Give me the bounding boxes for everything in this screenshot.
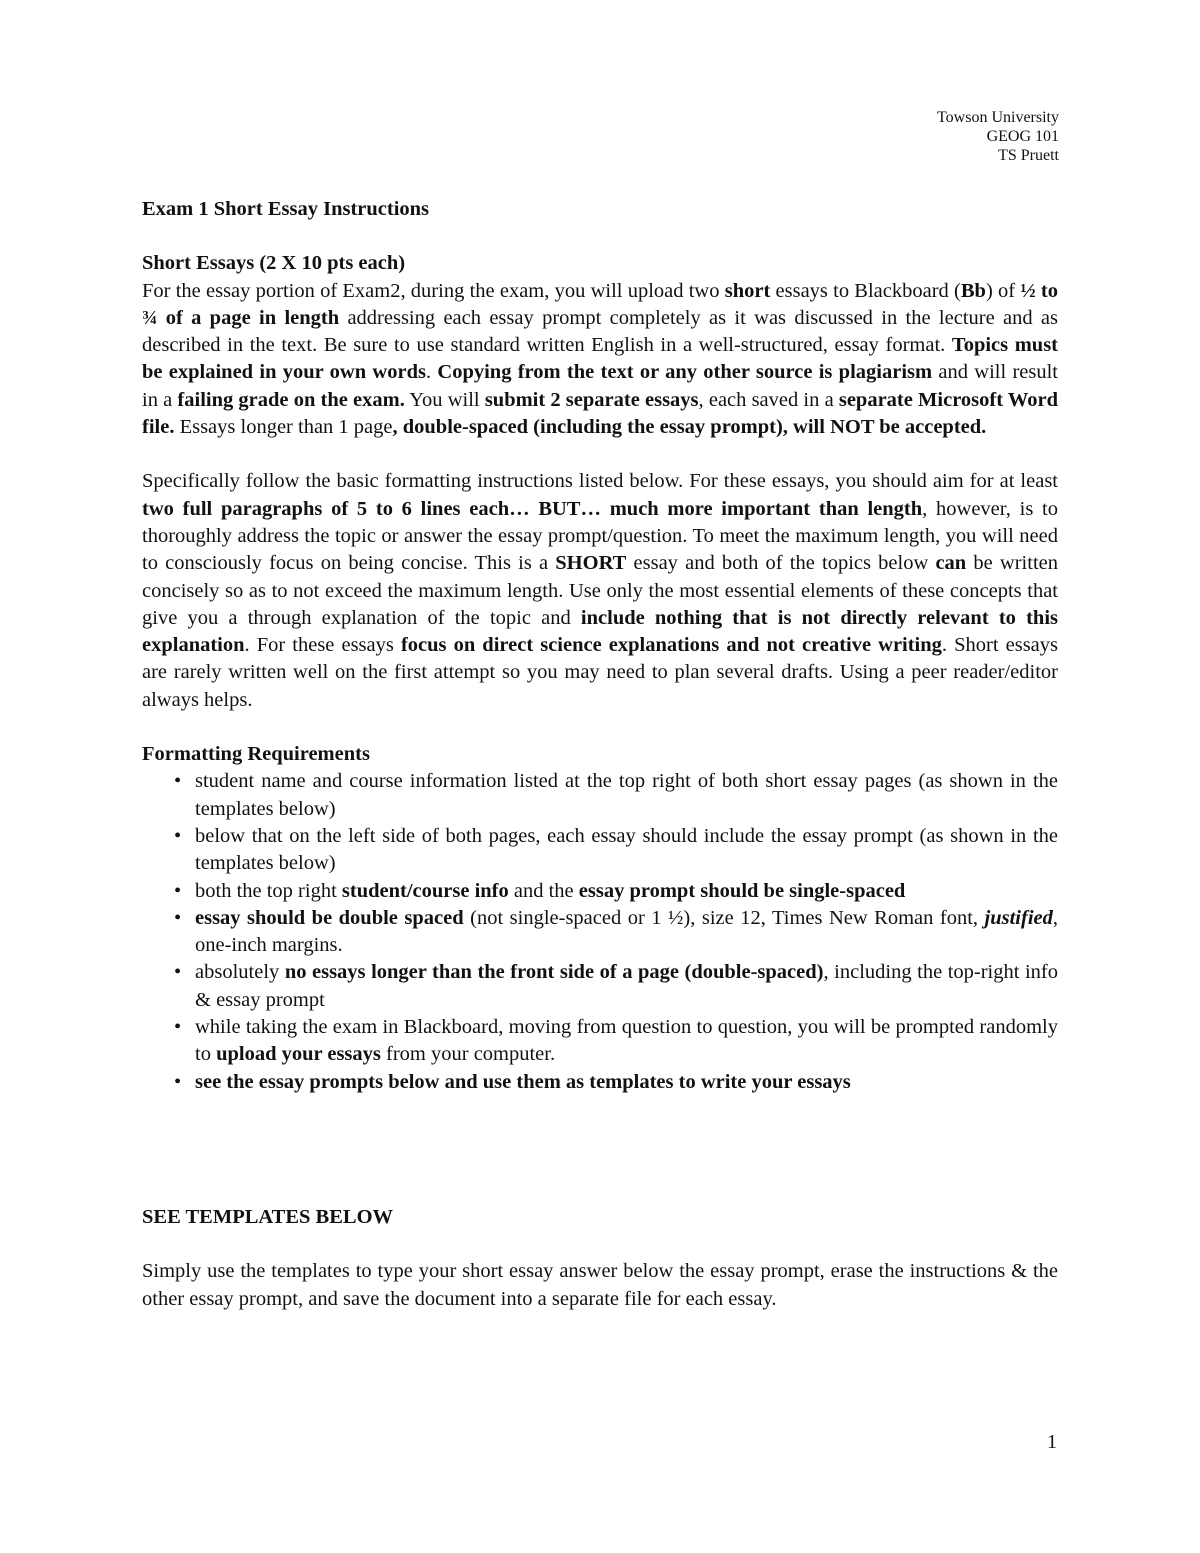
instructor-name: TS Pruett	[998, 147, 1059, 164]
text-run: be written concisely so as to not exceed the maximum length. Use only the most essential elements of these concepts that give you a through explanation of the topic and	[142, 552, 1058, 629]
text-run: failing grade on the exam.	[177, 388, 405, 411]
formatting-list-item	[142, 959, 1058, 1014]
document-body	[142, 196, 1058, 1313]
course-header	[937, 108, 1059, 165]
bullet-icon: •	[174, 1070, 182, 1093]
text-run: ½ to ¾ of a page in length	[142, 279, 1058, 329]
text-run: Bb	[960, 279, 986, 302]
text-run: For the essay portion of Exam2, during the exam, you will upload two	[142, 279, 725, 302]
formatting-list-item	[142, 878, 1058, 905]
text-run: submit 2 separate essays	[484, 388, 699, 411]
list-item-run: and the	[508, 879, 579, 902]
formatting-list-item	[142, 905, 1058, 960]
formatting-heading: Formatting Requirements	[142, 743, 370, 766]
formatting-list-item	[142, 1069, 1058, 1096]
bullet-icon: •	[174, 770, 182, 793]
university-name: Towson University	[937, 109, 1059, 126]
formatting-list	[142, 768, 1058, 1096]
list-item-run: both the top right	[195, 879, 342, 902]
page-number: 1	[1047, 1431, 1057, 1453]
document-title: Exam 1 Short Essay Instructions	[142, 198, 430, 220]
text-run: . For these essays	[244, 634, 401, 657]
list-item-run: student/course info	[341, 879, 509, 902]
list-item-run: see the essay prompts below and use them as templates to write your essays	[195, 1070, 851, 1093]
text-run: SHORT	[555, 552, 627, 575]
text-run: essay and both of the topics below	[626, 552, 936, 575]
bullet-icon: •	[174, 824, 182, 847]
bullet-icon: •	[174, 906, 182, 929]
text-run: . Short essays are rarely written well on the first attempt so you may need to plan several drafts. Using a peer reader/editor always helps.	[142, 634, 1059, 711]
list-item-run: from your computer.	[380, 1043, 556, 1066]
text-run: include nothing that is not directly relevant to this explanation	[142, 606, 1058, 657]
bullet-icon: •	[174, 879, 182, 902]
list-item-run: (not single-spaced or 1 ½), size 12, Times New Roman font,	[463, 906, 985, 929]
formatting-list-item	[142, 823, 1058, 878]
list-item-run: essay should be double spaced	[195, 906, 464, 929]
text-run: and will result in a	[142, 361, 1058, 411]
text-run: essays to Blackboard (	[770, 279, 961, 302]
list-item-run: justified	[984, 906, 1053, 929]
text-run: , however, is to thoroughly address the topic or answer the essay prompt/question. To meet the maximum length, you will need to consciously focus on being concise. This is a	[142, 497, 1058, 575]
text-run: Topics must be explained in your own words	[142, 334, 1059, 384]
list-item-run: while taking the exam in Blackboard, moving from question to question, you will be prompted randomly to	[195, 1016, 1058, 1066]
text-run: , double-spaced (including the essay prompt), will NOT be accepted.	[392, 416, 987, 439]
list-item-run: essay prompt should be single-spaced	[578, 879, 906, 902]
formatting-list-item	[142, 768, 1058, 823]
text-run: Essays longer than 1 page	[174, 416, 393, 439]
text-run: short	[724, 279, 771, 302]
list-item-run: upload your essays	[216, 1043, 381, 1066]
list-item-run: student name and course information listed at the top right of both short essay pages (as shown in the templates below)	[195, 770, 1058, 820]
text-run: .	[425, 361, 438, 384]
text-run: can	[935, 552, 967, 575]
list-item-run: no essays longer than the front side of a page (double-spaced)	[284, 961, 824, 984]
list-item-run: , including the top-right info & essay prompt	[195, 961, 1058, 1011]
short-essays-paragraph-1	[142, 278, 1058, 442]
course-code: GEOG 101	[986, 128, 1059, 145]
short-essays-heading: Short Essays (2 X 10 pts each)	[142, 252, 406, 275]
text-run: separate Microsoft Word file.	[142, 388, 1058, 439]
text-run: two full paragraphs of 5 to 6 lines each… BUT… much more important than length	[142, 497, 923, 520]
text-run: addressing each essay prompt completely as it was discussed in the lecture and as described in the text. Be sure to use standard written English in a well-structured, essay format.	[142, 306, 1058, 357]
formatting-list-item	[142, 1014, 1058, 1069]
text-run: focus on direct science explanations and not creative writing	[400, 634, 942, 657]
list-item-run: , one-inch margins.	[195, 906, 1058, 957]
templates-instructions: Simply use the templates to type your short essay answer below the essay prompt, erase the instructions & the other essay prompt, and save the document into a separate file for each essay.	[142, 1260, 1058, 1310]
short-essays-paragraph-2	[142, 468, 1058, 714]
list-item-run: below that on the left side of both pages, each essay should include the essay prompt (as shown in the templates below)	[195, 824, 1058, 875]
bullet-icon: •	[174, 961, 182, 984]
list-item-run: absolutely	[195, 961, 285, 984]
text-run: You will	[404, 388, 485, 411]
text-run: , each saved in a	[698, 388, 839, 411]
text-run: ) of	[985, 279, 1021, 302]
bullet-icon: •	[174, 1016, 182, 1039]
text-run: Copying from the text or any other source is plagiarism	[437, 361, 933, 384]
templates-heading: SEE TEMPLATES BELOW	[142, 1205, 394, 1228]
text-run: Specifically follow the basic formatting instructions listed below. For these essays, you should aim for at least	[142, 470, 1058, 493]
